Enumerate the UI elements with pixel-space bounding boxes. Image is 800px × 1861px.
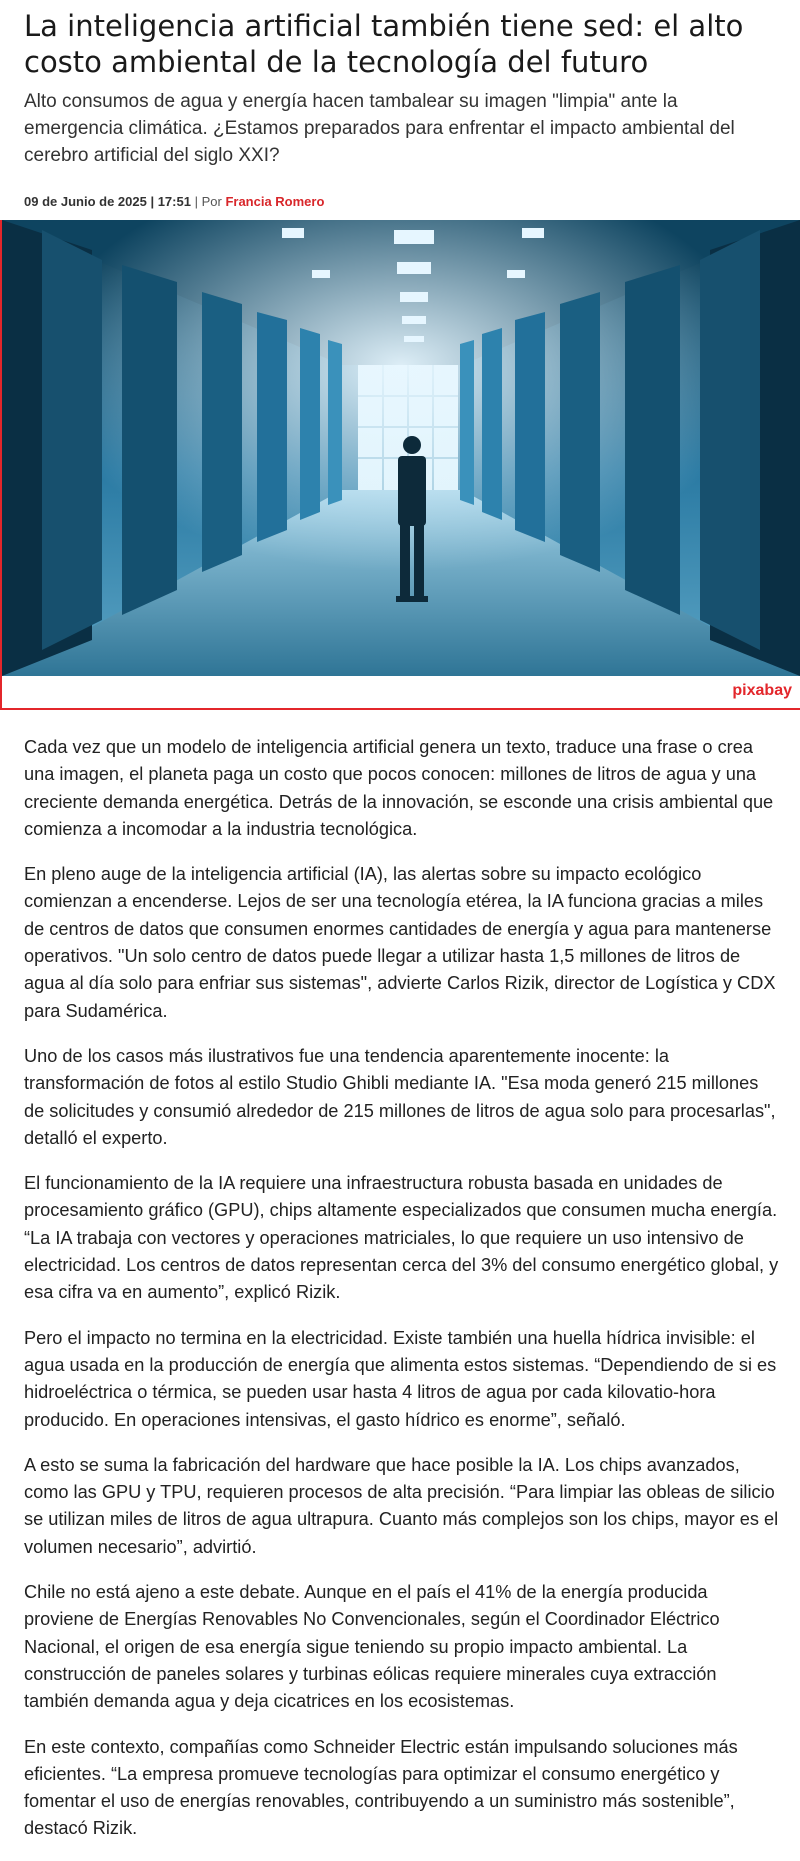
byline-separator: |: [194, 194, 202, 209]
body-paragraph: Uno de los casos más ilustrativos fue una tendencia aparentemente inocente: la transformación de fotos al estilo Studio Ghibli mediante IA. "Esa moda generó 215 millones de solicitudes y consumió alrededor de 215 millones de litros de agua solo para procesarlas", detalló el experto.: [24, 1045, 776, 1148]
lead-figure: [0, 220, 800, 710]
article-meta: [24, 193, 776, 211]
body-paragraph: En pleno auge de la inteligencia artificial (IA), las alertas sobre su impacto ecológico comienzan a encenderse. Lejos de ser una tecnología etérea, la IA funciona gracias a miles de centros de datos que consumen enormes cantidades de energía y agua para mantenerse operativos. "Un solo centro de datos puede llegar a utilizar hasta 1,5 millones de litros de agua al día solo para enfriar sus sistemas", advierte Carlos Rizik, director de Logística y CDX para Sudamérica.: [24, 864, 776, 1021]
body-paragraph: El funcionamiento de la IA requiere una infraestructura robusta basada en unidades de procesamiento gráfico (GPU), chips altamente especializados que consumen mucha energía. “La IA trabaja con vectores y operaciones matriciales, lo que requiere un uso intensivo de electricidad. Los centros de datos representan cerca del 3% del consumo energético global, y esa cifra va en aumento”, explicó Rizik.: [24, 1173, 779, 1303]
body-paragraph: A esto se suma la fabricación del hardware que hace posible la IA. Los chips avanzados, como las GPU y TPU, requieren procesos de alta precisión. “Para limpiar las obleas de silicio se utilizan miles de litros de agua ultrapura. Cuanto más complejos son los chips, mayor es el volumen necesario”, advirtió.: [24, 1454, 779, 1557]
image-credit: pixabay: [732, 682, 792, 699]
body-paragraph: Pero el impacto no termina en la electricidad. Existe también una huella hídrica invisible: el agua usada en la producción de energía que alimenta estos sistemas. “Dependiendo de si es hidroeléctrica o térmica, se pueden usar hasta 4 litros de agua por cada kilovatio-hora producido. En operaciones intensivas, el gasto hídrico es enorme”, señaló.: [24, 1327, 777, 1430]
body-paragraph: En este contexto, compañías como Schneider Electric están impulsando soluciones más eficientes. “La empresa promueve tecnologías para optimizar el consumo energético y fomentar el uso de energías renovables, contribuyendo a un suministro más sostenible”, destacó Rizik.: [24, 1736, 738, 1839]
byline-label: Por: [201, 194, 222, 209]
article-subtitle: Alto consumos de agua y energía hacen tambalear su imagen "limpia" ante la emergencia climática. ¿Estamos preparados para enfrentar el impacto ambiental del cerebro artificial del siglo XXI?: [24, 91, 735, 166]
body-paragraph: Chile no está ajeno a este debate. Aunque en el país el 41% de la energía producida proviene de Energías Renovables No Convencionales, según el Coordinador Eléctrico Nacional, el origen de esa energía sigue teniendo su propio impacto ambiental. La construcción de paneles solares y turbinas eólicas requiere minerales cuya extracción también demanda agua y deja cicatrices en los ecosistemas.: [24, 1582, 720, 1712]
data-center-photo: [2, 220, 800, 676]
article-body: [24, 734, 780, 1861]
publish-date: 09 de Junio de 2025 | 17:51: [24, 194, 191, 209]
article-headline: La inteligencia artificial también tiene sed: el alto costo ambiental de la tecnología del futuro: [24, 9, 744, 79]
body-paragraph: Cada vez que un modelo de inteligencia artificial genera un texto, traduce una frase o crea una imagen, el planeta paga un costo que pocos conocen: millones de litros de agua y una creciente demanda energética. Detrás de la innovación, se esconde una crisis ambiental que comienza a incomodar a la industria tecnológica.: [24, 737, 774, 839]
author-link[interactable]: Francia Romero: [225, 194, 325, 209]
